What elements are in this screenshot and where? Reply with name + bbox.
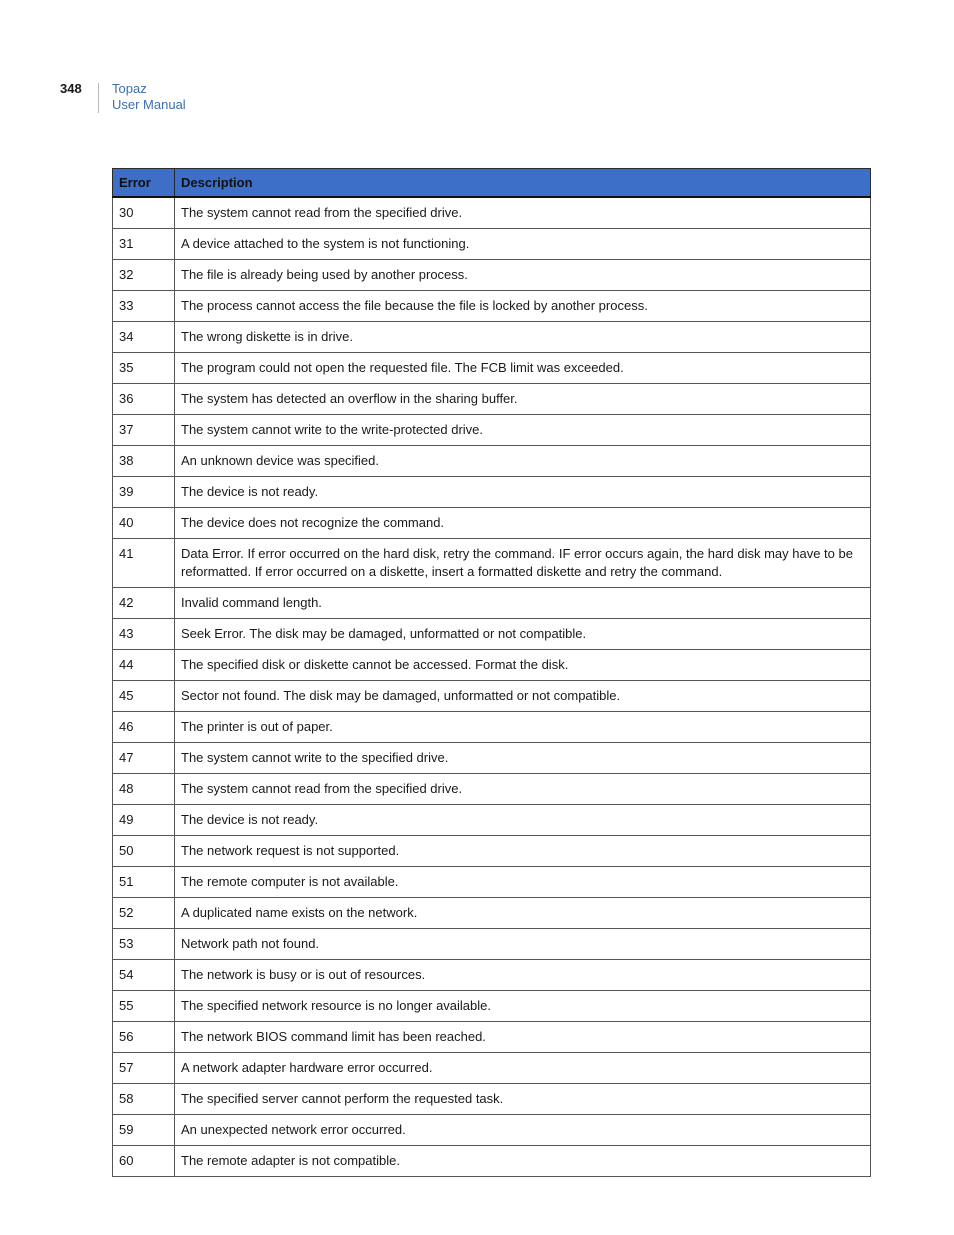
error-description-cell: The network is busy or is out of resources.: [175, 960, 871, 991]
table-row: [113, 619, 871, 650]
error-description-cell: The specified network resource is no longer available.: [175, 991, 871, 1022]
table-body: [113, 197, 871, 1177]
error-code-cell: 37: [113, 415, 175, 446]
error-code-cell: 53: [113, 929, 175, 960]
page-header: [0, 0, 954, 120]
header-divider: [98, 83, 99, 113]
error-code-cell: 42: [113, 588, 175, 619]
error-description-cell: The device is not ready.: [175, 805, 871, 836]
error-code-cell: 56: [113, 1022, 175, 1053]
table-row: [113, 322, 871, 353]
error-description-cell: The system cannot write to the write-protected drive.: [175, 415, 871, 446]
error-code-cell: 31: [113, 229, 175, 260]
table-row: [113, 508, 871, 539]
page-number: 348: [60, 81, 82, 96]
error-description-cell: The file is already being used by another process.: [175, 260, 871, 291]
table-row: [113, 867, 871, 898]
error-description-cell: The wrong diskette is in drive.: [175, 322, 871, 353]
error-code-cell: 38: [113, 446, 175, 477]
error-code-cell: 33: [113, 291, 175, 322]
error-code-cell: 36: [113, 384, 175, 415]
error-code-cell: 40: [113, 508, 175, 539]
error-code-table: [112, 168, 871, 1177]
error-description-cell: The device is not ready.: [175, 477, 871, 508]
error-description-cell: A network adapter hardware error occurred.: [175, 1053, 871, 1084]
error-code-cell: 59: [113, 1115, 175, 1146]
table-row: [113, 260, 871, 291]
table-row: [113, 774, 871, 805]
error-code-cell: 52: [113, 898, 175, 929]
table-row: [113, 291, 871, 322]
error-description-cell: A device attached to the system is not functioning.: [175, 229, 871, 260]
table-row: [113, 805, 871, 836]
error-description-cell: The remote computer is not available.: [175, 867, 871, 898]
error-description-cell: Data Error. If error occurred on the hard disk, retry the command. IF error occurs again, the hard disk may have to be reformatted. If error occurred on a diskette, insert a formatted diskette and retry the command.: [175, 539, 871, 588]
error-code-cell: 32: [113, 260, 175, 291]
table-header-row: [113, 169, 871, 198]
column-header-error: Error: [113, 169, 175, 198]
error-code-cell: 35: [113, 353, 175, 384]
error-code-cell: 39: [113, 477, 175, 508]
error-code-cell: 43: [113, 619, 175, 650]
error-code-cell: 48: [113, 774, 175, 805]
error-description-cell: The printer is out of paper.: [175, 712, 871, 743]
table-row: [113, 712, 871, 743]
table-row: [113, 743, 871, 774]
column-header-description: Description: [175, 169, 871, 198]
table-row: [113, 384, 871, 415]
table-row: [113, 1053, 871, 1084]
table-row: [113, 929, 871, 960]
error-code-cell: 49: [113, 805, 175, 836]
table-row: [113, 681, 871, 712]
error-code-cell: 54: [113, 960, 175, 991]
error-code-cell: 58: [113, 1084, 175, 1115]
error-code-cell: 44: [113, 650, 175, 681]
error-description-cell: An unexpected network error occurred.: [175, 1115, 871, 1146]
error-code-cell: 57: [113, 1053, 175, 1084]
error-code-cell: 60: [113, 1146, 175, 1177]
error-description-cell: A duplicated name exists on the network.: [175, 898, 871, 929]
error-code-cell: 34: [113, 322, 175, 353]
error-code-cell: 46: [113, 712, 175, 743]
error-code-cell: 47: [113, 743, 175, 774]
table-row: [113, 1146, 871, 1177]
document-title: [112, 81, 186, 113]
table-row: [113, 1084, 871, 1115]
error-description-cell: The specified server cannot perform the requested task.: [175, 1084, 871, 1115]
error-code-cell: 45: [113, 681, 175, 712]
error-description-cell: Invalid command length.: [175, 588, 871, 619]
error-description-cell: The device does not recognize the command.: [175, 508, 871, 539]
error-description-cell: The process cannot access the file because the file is locked by another process.: [175, 291, 871, 322]
error-description-cell: The network BIOS command limit has been reached.: [175, 1022, 871, 1053]
table-row: [113, 477, 871, 508]
table-row: [113, 415, 871, 446]
table-row: [113, 898, 871, 929]
error-code-cell: 51: [113, 867, 175, 898]
table-row: [113, 1022, 871, 1053]
manual-name: User Manual: [112, 97, 186, 112]
table-row: [113, 960, 871, 991]
error-description-cell: The system has detected an overflow in the sharing buffer.: [175, 384, 871, 415]
error-description-cell: Sector not found. The disk may be damaged, unformatted or not compatible.: [175, 681, 871, 712]
table-row: [113, 836, 871, 867]
error-description-cell: Seek Error. The disk may be damaged, unformatted or not compatible.: [175, 619, 871, 650]
table-row: [113, 588, 871, 619]
table-row: [113, 229, 871, 260]
error-description-cell: The network request is not supported.: [175, 836, 871, 867]
table-row: [113, 446, 871, 477]
error-description-cell: The program could not open the requested file. The FCB limit was exceeded.: [175, 353, 871, 384]
table-row: [113, 197, 871, 229]
error-description-cell: The remote adapter is not compatible.: [175, 1146, 871, 1177]
table-row: [113, 539, 871, 588]
error-code-cell: 50: [113, 836, 175, 867]
error-description-cell: Network path not found.: [175, 929, 871, 960]
table-row: [113, 1115, 871, 1146]
error-description-cell: An unknown device was specified.: [175, 446, 871, 477]
error-description-cell: The specified disk or diskette cannot be accessed. Format the disk.: [175, 650, 871, 681]
error-description-cell: The system cannot write to the specified drive.: [175, 743, 871, 774]
product-name: Topaz: [112, 81, 147, 96]
error-code-cell: 55: [113, 991, 175, 1022]
error-description-cell: The system cannot read from the specified drive.: [175, 197, 871, 229]
table-row: [113, 991, 871, 1022]
error-description-cell: The system cannot read from the specified drive.: [175, 774, 871, 805]
error-code-cell: 41: [113, 539, 175, 588]
table-row: [113, 650, 871, 681]
table-row: [113, 353, 871, 384]
error-code-cell: 30: [113, 197, 175, 229]
